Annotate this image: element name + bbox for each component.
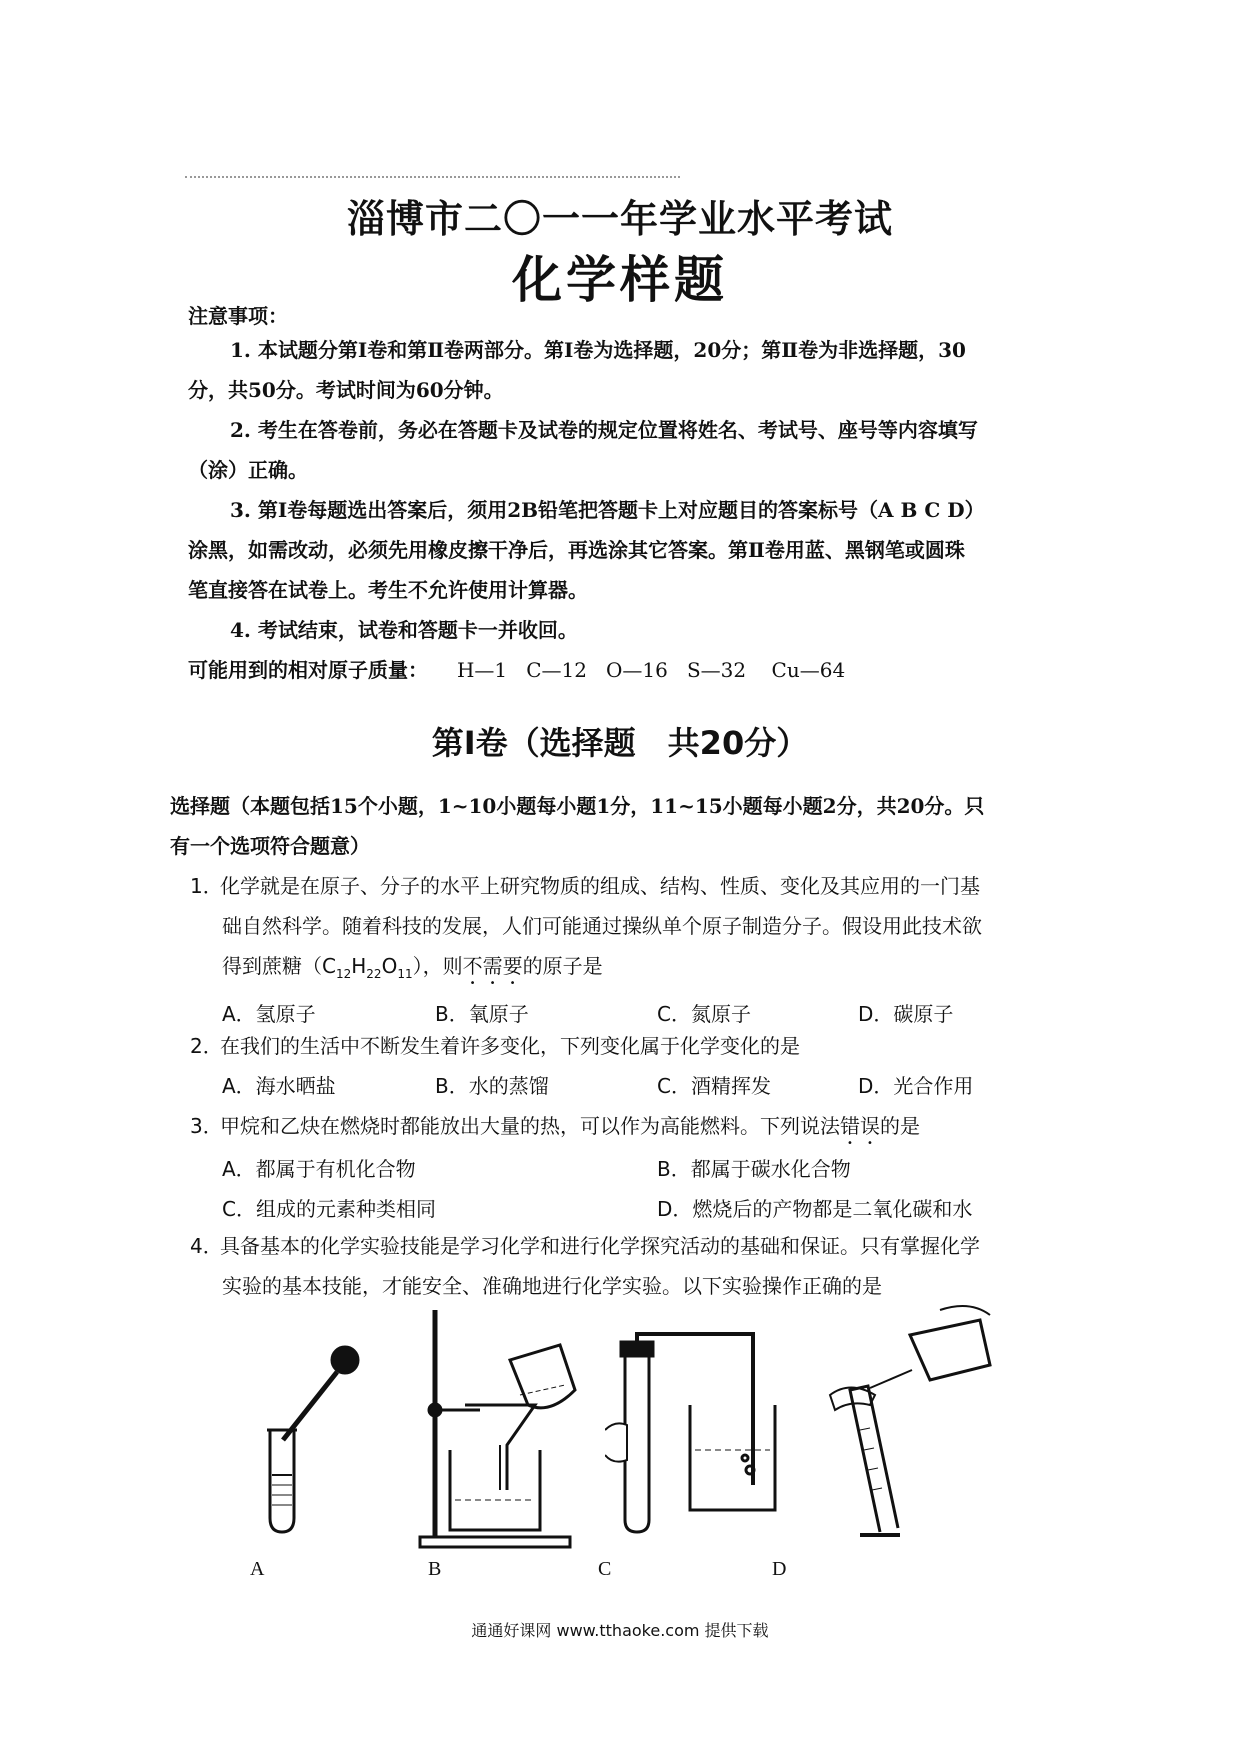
figure-a-dropper-test-tube	[255, 1330, 365, 1540]
atomic-mass-label: 可能用到的相对原子质量：	[188, 658, 428, 682]
option-d: D．光合作用	[858, 1074, 974, 1098]
question-number: 2．	[190, 1034, 223, 1058]
notice-item-3c: 笔直接答在试卷上。考生不允许使用计算器。	[188, 578, 588, 602]
question-text: 实验的基本技能，才能安全、准确地进行化学实验。以下实验操作正确的是	[222, 1274, 882, 1298]
option-a: A．海水晒盐	[222, 1074, 336, 1098]
section-title: 第Ⅰ卷（选择题 共20分）	[431, 724, 809, 762]
exam-title: 淄博市二〇一一年学业水平考试	[346, 196, 893, 241]
option-d: D．碳原子	[858, 1002, 954, 1026]
notice-item-3a: 3. 第Ⅰ卷每题选出答案后，须用2B铅笔把答题卡上对应题目的答案标号（A B C D）	[230, 498, 985, 522]
notice-item-4: 4. 考试结束，试卷和答题卡一并收回。	[230, 618, 578, 642]
notice-item-1b: 分，共50分。考试时间为60分钟。	[188, 378, 504, 402]
option-c: C．氮原子	[657, 1002, 751, 1026]
figure-d-pouring-cylinder	[820, 1300, 1000, 1545]
question-number: 4．	[190, 1234, 223, 1258]
notice-item-1a: 1. 本试题分第Ⅰ卷和第Ⅱ卷两部分。第Ⅰ卷为选择题，20分；第Ⅱ卷为非选择题，30	[230, 338, 966, 362]
notice-item-3b: 涂黑，如需改动，必须先用橡皮擦干净后，再选涂其它答案。第Ⅱ卷用蓝、黑钢笔或圆珠	[188, 538, 965, 562]
question-1	[190, 866, 1060, 1034]
question-text: 在我们的生活中不断发生着许多变化，下列变化属于化学变化的是	[220, 1034, 800, 1058]
option-b: B．水的蒸馏	[435, 1074, 549, 1098]
figure-label-c: C	[598, 1558, 612, 1580]
question-number: 3．	[190, 1114, 223, 1138]
footer-source: 通通好课网 www.tthaoke.com 提供下载	[471, 1621, 769, 1640]
options-row	[190, 1189, 1060, 1229]
question-text: 化学就是在原子、分子的水平上研究物质的组成、结构、性质、变化及其应用的一门基	[220, 874, 980, 898]
subject-title: 化学样题	[512, 250, 728, 309]
question-4	[190, 1226, 1060, 1306]
figure-b-filtration	[410, 1305, 580, 1550]
question-text: 得到蔗糖$(C_{12}H_{22}O_{11})$，则不需要的原子是	[222, 954, 603, 981]
option-c: C．组成的元素种类相同	[222, 1197, 436, 1221]
notice-item-2a: 2. 考生在答卷前，务必在答题卡及试卷的规定位置将姓名、考试号、座号等内容填写	[230, 418, 978, 442]
notice-heading: 注意事项：	[188, 304, 288, 328]
figure-c-airtightness-check	[605, 1330, 785, 1540]
emphasis-text: 不需要	[462, 954, 523, 978]
option-b: B．都属于碳水化合物	[657, 1157, 851, 1181]
figure-label-b: B	[428, 1558, 442, 1580]
atomic-mass-line	[188, 650, 1058, 690]
question-text: 础自然科学。随着科技的发展，人们可能通过操纵单个原子制造分子。假设用此技术欲	[222, 914, 982, 938]
dotted-rule	[185, 176, 680, 178]
option-b: B．氧原子	[435, 1002, 529, 1026]
figure-label-a: A	[250, 1558, 265, 1580]
figure-label-d: D	[772, 1558, 787, 1580]
question-2	[190, 1026, 1060, 1106]
option-c: C．酒精挥发	[657, 1074, 771, 1098]
emphasis-text: 错误	[840, 1114, 880, 1138]
question-number: 1．	[190, 874, 223, 898]
notice-list	[188, 330, 1058, 690]
options-row	[190, 1149, 1060, 1189]
option-a: A．都属于有机化合物	[222, 1157, 416, 1181]
question-text: 具备基本的化学实验技能是学习化学和进行化学探究活动的基础和保证。只有掌握化学	[220, 1234, 980, 1258]
instruction-line-1: 选择题（本题包括15个小题，1~10小题每小题1分，11~15小题每小题2分，共20分。只	[170, 794, 985, 818]
options-row	[190, 1066, 1060, 1106]
notice-item-2b: （涂）正确。	[188, 458, 308, 482]
option-d: D．燃烧后的产物都是二氧化碳和水	[657, 1197, 973, 1221]
atomic-mass-values: H—1 C—12 O—16 S—32 Cu—64	[456, 658, 846, 682]
option-a: A．氢原子	[222, 1002, 316, 1026]
instruction-line-2: 有一个选项符合题意）	[170, 834, 370, 858]
section-instruction	[170, 786, 1060, 866]
question-3: 3．甲烷和乙炔在燃烧时都能放出大量的热，可以作为高能燃料。下列说法错误的是 A．都属于有机化合物 B．都属于碳水化合物 C．组成的元素种类相同 D．燃烧后的产物都是二氧化碳和水	[190, 1106, 1060, 1229]
